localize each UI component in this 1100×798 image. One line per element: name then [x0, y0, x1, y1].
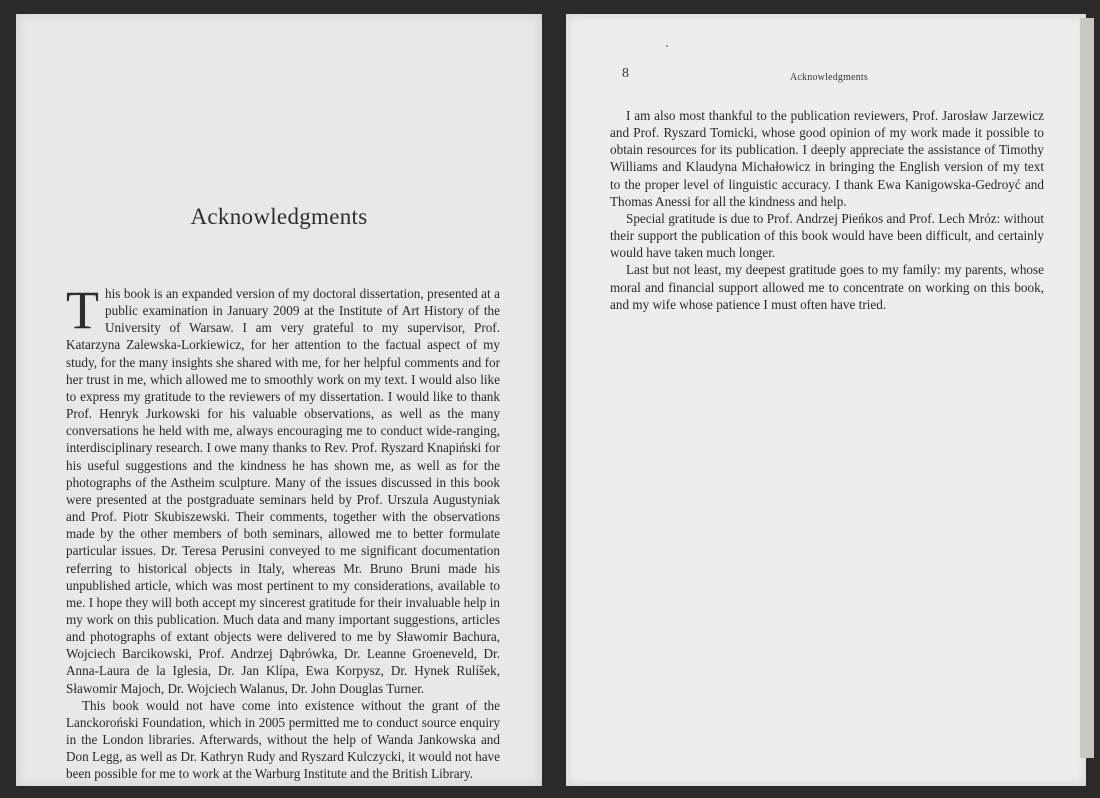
- paragraph-2: This book would not have come into existence without the grant of the Lanckoroński Foundation, which in 2005 permitted me to conduct source enquiry in the London libraries. Afterwards, without the help of Wanda Jankowska and Don Legg, as well as Dr. Kathryn Rudy and Ryszard Kulczycki, it would not have been possible for me to work at the Warburg Institute and the British Library.: [66, 697, 500, 782]
- speck: [666, 45, 668, 47]
- left-page: [16, 14, 542, 786]
- page-number: 8: [622, 66, 630, 81]
- paragraph-1-text: his book is an expanded version of my doctoral dissertation, presented at a public examination in January 2009 at the Institute of Art History of the University of Warsaw. I am very grateful to my supervisor, Prof. Katarzyna Zalewska-Lorkiewicz, for her attention to the factual aspect of my study, for the many insights she shared with me, for her helpful comments and for her trust in me, which allowed me to smoothly work on my text. I would also like to express my gratitude to the reviewers of my dissertation. I would like to thank Prof. Henryk Jurkowski for his valuable observations, as well as the many conversations he held with me, always encouraging me to conduct wide-ranging, interdisciplinary research. I owe many thanks to Rev. Prof. Ryszard Knapiński for his useful suggestions and the kindness he has shown me, as well as for the photographs of the Astheim sculpture. Many of the issues discussed in this book were presented at the postgraduate seminars held by Prof. Urszula Augustyniak and Prof. Piotr Skubiszewski. Their comments, together with the observations made by the other members of both seminars, allowed me to better formulate particular issues. Dr. Teresa Perusini conveyed to me significant documentation referring to historical objects in Italy, whereas Mr. Bruno Bruni made his unpublished article, which was most pertinent to my considerations, available to me. I hope they will both accept my sincerest gratitude for their invaluable help in my work on this publication. Much data and many important suggestions, articles and photographs of extant objects were delivered to me by Sławomir Bachura, Wojciech Barcikowski, Prof. Andrzej Dąbrówka, Dr. Leanne Groeneveld, Dr. Anna-Laura de la Iglesia, Dr. Jan Klípa, Ewa Korpysz, Dr. Hynek Rulíšek, Sławomir Majoch, Dr. Wojciech Walanus, Dr. John Douglas Turner.: [66, 286, 500, 696]
- right-body-text: [610, 107, 1044, 313]
- paragraph-1: I am also most thankful to the publication reviewers, Prof. Jarosław Jarzewicz and Prof. Ryszard Tomicki, whose good opinion of my work made it possible to obtain resources for its publication. I deeply appreciate the assistance of Timothy Williams and Klaudyna Michałowicz in bringing the English version of my text to the proper level of linguistic accuracy. I thank Ewa Kanigowska-Gedroyć and Thomas Anessi for all the kindness and help.: [610, 108, 1044, 209]
- paragraph-1: [66, 280, 500, 697]
- page-title: Acknowledgments: [190, 204, 368, 229]
- running-head: Acknowledgments: [790, 72, 868, 83]
- right-page: [566, 14, 1086, 786]
- paragraph-2: Special gratitude is due to Prof. Andrzej Pieńkos and Prof. Lech Mróz: without their support the publication of this book would have been difficult, and certainly would have taken much longer.: [610, 210, 1044, 261]
- page-edge: [1080, 18, 1094, 758]
- paragraph-3: Last but not least, my deepest gratitude goes to my family: my parents, whose moral and financial support allowed me to concentrate on working on this book, and my wife whose patience I must often have tried.: [610, 262, 1044, 312]
- drop-cap: T: [66, 280, 99, 340]
- left-body-text: [66, 280, 500, 783]
